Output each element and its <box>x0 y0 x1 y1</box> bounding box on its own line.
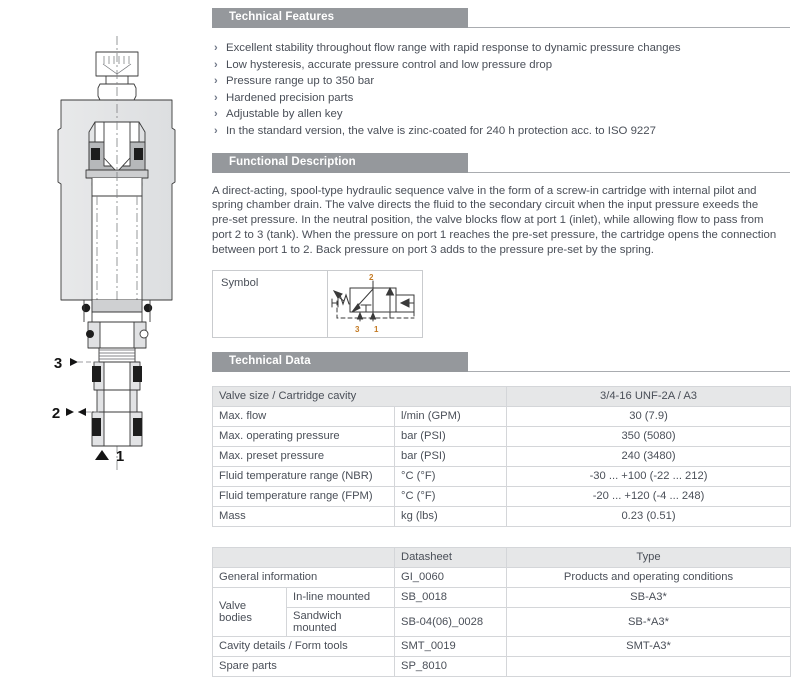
cell-label: Max. flow <box>213 406 395 426</box>
table-row <box>213 506 791 526</box>
cell-unit: kg (lbs) <box>395 506 507 526</box>
table-row <box>213 426 791 446</box>
cell-label: General information <box>213 567 395 587</box>
chevron-right-icon: › <box>214 124 218 137</box>
table-row <box>213 567 791 587</box>
symbol-label: Symbol <box>221 276 259 289</box>
cell-type <box>507 656 791 676</box>
technical-features-list <box>212 40 800 140</box>
cell-value: -30 ... +100 (-22 ... 212) <box>507 466 791 486</box>
list-item <box>212 90 800 107</box>
cell-unit: l/min (GPM) <box>395 406 507 426</box>
port-callout-1 <box>95 448 124 465</box>
cell-label: Cavity details / Form tools <box>213 636 395 656</box>
cell-value: 240 (3480) <box>507 446 791 466</box>
list-item-label: Adjustable by allen key <box>226 108 343 121</box>
table-row <box>213 656 791 676</box>
symbol-box <box>212 270 423 338</box>
cell-label: Max. operating pressure <box>213 426 395 446</box>
cell-label: Fluid temperature range (NBR) <box>213 466 395 486</box>
table-row-header <box>213 386 791 406</box>
cell-label: Fluid temperature range (FPM) <box>213 486 395 506</box>
cell-type-header: Type <box>507 547 791 567</box>
cartridge-body-lower <box>82 300 152 446</box>
cell-label: Max. preset pressure <box>213 446 395 466</box>
technical-data-table <box>212 386 791 527</box>
cell-unit: bar (PSI) <box>395 446 507 466</box>
list-item <box>212 123 800 140</box>
port-1-label: 1 <box>115 448 125 465</box>
content-pane <box>212 0 800 673</box>
symbol-port-3-label: 3 <box>355 324 360 334</box>
chevron-right-icon: › <box>214 91 218 104</box>
section-header-technical-features <box>212 8 800 28</box>
cell-sublabel: In-line mounted <box>287 587 395 607</box>
cell-value: 30 (7.9) <box>507 406 791 426</box>
table-row <box>213 446 791 466</box>
chevron-right-icon: › <box>214 58 218 71</box>
section-rule <box>468 371 790 372</box>
cell-value: -20 ... +120 (-4 ... 248) <box>507 486 791 506</box>
cartridge-section-drawing <box>0 0 210 600</box>
cell-label: Spare parts <box>213 656 395 676</box>
symbol-port-2-label: 2 <box>369 272 374 282</box>
list-item-label: Low hysteresis, accurate pressure control and low pressure drop <box>226 58 553 71</box>
cell-datasheet: SP_8010 <box>395 656 507 676</box>
chevron-right-icon: › <box>214 42 218 54</box>
list-item-label: Excellent stability throughout flow range with rapid response to dynamic pressure changes <box>226 42 681 54</box>
port-callout-3 <box>54 355 78 372</box>
port-3-label: 3 <box>53 355 63 372</box>
cell-label: Mass <box>213 506 395 526</box>
section-title-technical-data: Technical Data <box>229 354 311 367</box>
thread-section <box>99 348 135 362</box>
cell-unit: °C (°F) <box>395 466 507 486</box>
table-row <box>213 466 791 486</box>
section-header-technical-data <box>212 352 800 372</box>
cell-value: 350 (5080) <box>507 426 791 446</box>
section-title-functional-description: Functional Description <box>229 155 356 168</box>
table-row <box>213 607 791 636</box>
port-2-label: 2 <box>51 405 61 422</box>
cell-value: 0.23 (0.51) <box>507 506 791 526</box>
list-item <box>212 73 800 90</box>
symbol-port-1-label: 1 <box>374 324 379 334</box>
cell-value: 3/4-16 UNF-2A / A3 <box>507 386 791 406</box>
cell-datasheet: GI_0060 <box>395 567 507 587</box>
list-item <box>212 40 800 57</box>
list-item <box>212 57 800 74</box>
list-item-label: Pressure range up to 350 bar <box>226 75 375 88</box>
section-title-technical-features: Technical Features <box>229 11 335 23</box>
cell-datasheet-header: Datasheet <box>395 547 507 567</box>
cell-type: Products and operating conditions <box>507 567 791 587</box>
table-row-header <box>213 547 791 567</box>
cell-blank <box>213 547 395 567</box>
section-rule <box>468 172 790 173</box>
chevron-right-icon: › <box>214 108 218 121</box>
cell-type: SB-*A3* <box>507 607 791 636</box>
document-reference-table <box>212 547 791 677</box>
cell-type: SMT-A3* <box>507 636 791 656</box>
list-item-label: In the standard version, the valve is zinc-coated for 240 h protection acc. to ISO 9227 <box>226 124 656 137</box>
cell-datasheet: SB-04(06)_0028 <box>395 607 507 636</box>
port-callout-2 <box>52 405 86 422</box>
functional-description-text: A direct-acting, spool-type hydraulic sequence valve in the form of a screw-in cartridge with internal pilot and spring chamber drain. The valve directs the fluid to the secondary circuit when the input pressure exeeds the pre-set pressure. In the neutral position, the valve blocks flow at port 1 (inlet), while allowing flow to pass from port 2 to 3 (tank). When the pressure on port 1 reaches the pre-set pressure, the cartridge opens the connection between port 1 to 2. Back pressure on port 3 adds to the pressure pre-set by the spring. <box>212 184 777 256</box>
cell-label: Valve bodies <box>213 587 287 636</box>
cell-datasheet: SMT_0019 <box>395 636 507 656</box>
table-row <box>213 486 791 506</box>
cell-label: Valve size / Cartridge cavity <box>213 386 507 406</box>
chevron-right-icon: › <box>214 75 218 88</box>
list-item-label: Hardened precision parts <box>226 91 354 104</box>
table-row <box>213 406 791 426</box>
hydraulic-schematic-symbol <box>328 271 423 337</box>
cell-unit: °C (°F) <box>395 486 507 506</box>
cell-datasheet: SB_0018 <box>395 587 507 607</box>
cell-unit: bar (PSI) <box>395 426 507 446</box>
table-row <box>213 636 791 656</box>
table-row <box>213 587 791 607</box>
section-rule <box>468 27 790 28</box>
cell-sublabel: Sandwich mounted <box>287 607 395 636</box>
list-item <box>212 106 800 123</box>
section-header-functional-description <box>212 153 800 173</box>
cell-type: SB-A3* <box>507 587 791 607</box>
cartridge-drawing-pane <box>0 0 210 600</box>
